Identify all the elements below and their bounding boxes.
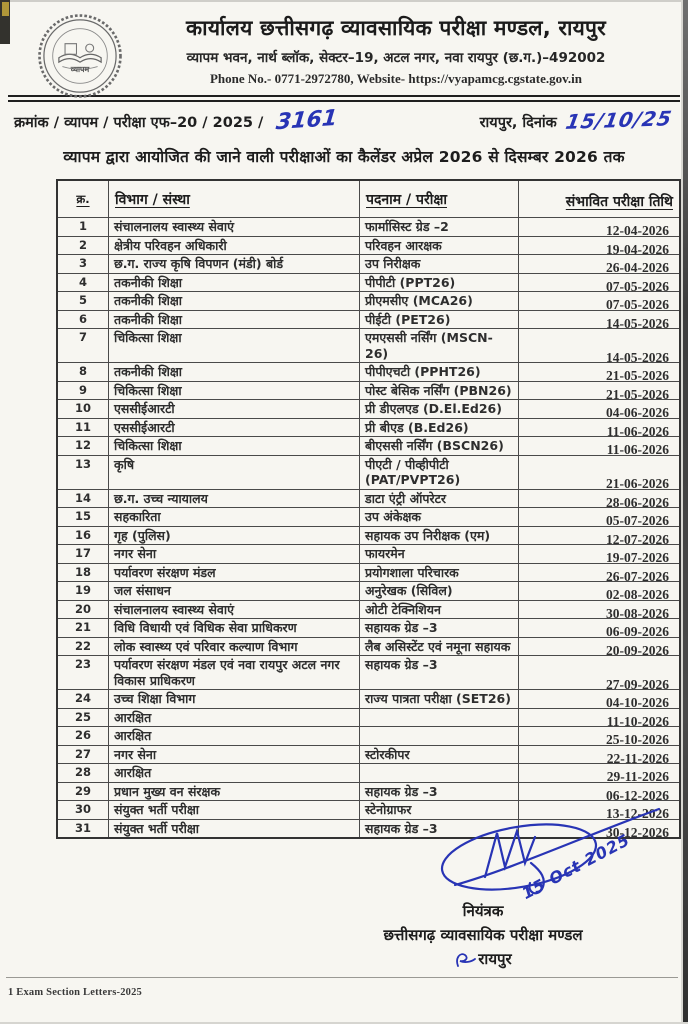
cell-date bbox=[519, 727, 681, 746]
cell-post: प्रीएमसीए (MCA26) bbox=[360, 292, 519, 311]
table-row bbox=[57, 418, 680, 437]
header-row bbox=[57, 180, 680, 218]
exam-date-value: 06-12-2026 bbox=[606, 787, 669, 803]
exam-date-value: 20-09-2026 bbox=[606, 642, 669, 658]
exam-date-value: 06-09-2026 bbox=[606, 624, 669, 639]
exam-date-value: 12-07-2026 bbox=[606, 531, 669, 547]
cell-serial: 14 bbox=[57, 489, 109, 508]
cell-date bbox=[519, 563, 681, 582]
cell-serial: 3 bbox=[57, 255, 109, 274]
cell-serial: 27 bbox=[57, 745, 109, 764]
cell-department: चिकित्सा शिक्षा bbox=[109, 381, 360, 400]
exam-date-value: 04-10-2026 bbox=[606, 695, 669, 710]
cell-post: उप अंकेक्षक bbox=[360, 508, 519, 527]
table-row bbox=[57, 708, 680, 727]
table-row bbox=[57, 764, 680, 783]
cell-date bbox=[519, 363, 681, 382]
cell-post: डाटा एंट्री ऑपरेटर bbox=[360, 489, 519, 508]
cell-date bbox=[519, 400, 681, 419]
cell-date bbox=[519, 310, 681, 329]
table-row bbox=[57, 329, 680, 363]
cell-department: तकनीकी शिक्षा bbox=[109, 273, 360, 292]
cell-department: आरक्षित bbox=[109, 727, 360, 746]
cell-date bbox=[519, 489, 681, 508]
cell-serial: 2 bbox=[57, 236, 109, 255]
cell-department: चिकित्सा शिक्षा bbox=[109, 437, 360, 456]
table-row bbox=[57, 745, 680, 764]
table-row bbox=[57, 363, 680, 382]
table-row bbox=[57, 455, 680, 489]
exam-date-value: 19-07-2026 bbox=[606, 550, 669, 565]
table-row bbox=[57, 619, 680, 638]
cell-date bbox=[519, 690, 681, 709]
org-phone-website: Phone No.- 0771-2972780, Website- https://vyapamcg.cgstate.gov.in bbox=[209, 71, 583, 86]
cell-date bbox=[519, 545, 681, 564]
letterhead bbox=[0, 0, 688, 102]
exam-date-value: 12-04-2026 bbox=[606, 223, 669, 238]
cell-post: राज्य पात्रता परीक्षा (SET26) bbox=[360, 690, 519, 709]
cell-serial: 15 bbox=[57, 508, 109, 527]
exam-date-value: 13-12-2026 bbox=[606, 806, 669, 821]
place-date-label: रायपुर, दिनांक bbox=[479, 115, 557, 131]
cell-serial: 13 bbox=[57, 455, 109, 489]
cell-post: पोस्ट बेसिक नर्सिंग (PBN26) bbox=[360, 381, 519, 400]
cell-serial: 7 bbox=[57, 329, 109, 363]
cell-department: तकनीकी शिक्षा bbox=[109, 292, 360, 311]
cell-serial: 25 bbox=[57, 708, 109, 727]
exam-date-value: 19-04-2026 bbox=[606, 241, 669, 257]
cell-post: पीईटी (PET26) bbox=[360, 310, 519, 329]
cell-date bbox=[519, 764, 681, 783]
cell-post: फार्मासिस्ट ग्रेड –2 bbox=[360, 218, 519, 237]
cell-department: संयुक्त भर्ती परीक्षा bbox=[109, 819, 360, 838]
cell-serial: 12 bbox=[57, 437, 109, 456]
table-row bbox=[57, 437, 680, 456]
cell-date bbox=[519, 236, 681, 255]
exam-date-value: 29-11-2026 bbox=[606, 769, 669, 784]
table-row bbox=[57, 255, 680, 274]
cell-department: क्षेत्रीय परिवहन अधिकारी bbox=[109, 236, 360, 255]
place-and-date bbox=[479, 106, 675, 134]
cell-post bbox=[360, 727, 519, 746]
exam-date-value: 25-10-2026 bbox=[606, 732, 669, 747]
cell-serial: 30 bbox=[57, 801, 109, 820]
header-post-exam: पदनाम / परीक्षा bbox=[360, 180, 519, 218]
exam-date-value: 21-06-2026 bbox=[606, 476, 669, 491]
cell-post: सहायक ग्रेड –3 bbox=[360, 782, 519, 801]
table-row bbox=[57, 526, 680, 545]
exam-date-value: 28-06-2026 bbox=[606, 494, 669, 510]
table-row bbox=[57, 656, 680, 690]
cell-serial: 29 bbox=[57, 782, 109, 801]
footer-note: 1 Exam Section Letters-2025 bbox=[8, 987, 142, 998]
cell-post bbox=[360, 708, 519, 727]
table-row bbox=[57, 782, 680, 801]
cell-serial: 10 bbox=[57, 400, 109, 419]
table-row bbox=[57, 310, 680, 329]
cell-serial: 22 bbox=[57, 637, 109, 656]
cell-date bbox=[519, 218, 681, 237]
cell-serial: 31 bbox=[57, 819, 109, 838]
cell-serial: 21 bbox=[57, 619, 109, 638]
cell-department: विधि विधायी एवं विधिक सेवा प्राधिकरण bbox=[109, 619, 360, 638]
cell-date bbox=[519, 437, 681, 456]
cell-date bbox=[519, 273, 681, 292]
exam-date-value: 11-10-2026 bbox=[606, 713, 669, 729]
cell-serial: 20 bbox=[57, 600, 109, 619]
cell-serial: 19 bbox=[57, 582, 109, 601]
cell-department: आरक्षित bbox=[109, 708, 360, 727]
cell-post: फायरमेन bbox=[360, 545, 519, 564]
org-address: व्यापम भवन, नार्थ ब्लॉक, सेक्टर–19, अटल नगर, नवा रायपुर (छ.ग.)–492002 bbox=[186, 50, 606, 66]
cell-department: नगर सेना bbox=[109, 545, 360, 564]
exam-date-value: 07-05-2026 bbox=[606, 278, 669, 294]
cell-post: स्टोरकीपर bbox=[360, 745, 519, 764]
cell-serial: 11 bbox=[57, 418, 109, 437]
exam-date-value: 27-09-2026 bbox=[606, 676, 669, 692]
exam-date-value: 05-07-2026 bbox=[606, 513, 669, 528]
cell-serial: 6 bbox=[57, 310, 109, 329]
cell-post: सहायक उप निरीक्षक (एम) bbox=[360, 526, 519, 545]
table-row bbox=[57, 637, 680, 656]
cell-serial: 24 bbox=[57, 690, 109, 709]
cell-post: सहायक ग्रेड –3 bbox=[360, 619, 519, 638]
cell-department: एससीईआरटी bbox=[109, 418, 360, 437]
signatory-block bbox=[318, 901, 648, 969]
table-row bbox=[57, 292, 680, 311]
cell-department: तकनीकी शिक्षा bbox=[109, 363, 360, 382]
cell-date bbox=[519, 582, 681, 601]
table-row bbox=[57, 273, 680, 292]
cell-post: पीपीएचटी (PPHT26) bbox=[360, 363, 519, 382]
table-row bbox=[57, 690, 680, 709]
signatory-organization: छत्तीसगढ़ व्यावसायिक परीक्षा मण्डल bbox=[383, 926, 583, 944]
exam-table-body bbox=[57, 218, 680, 839]
table-row bbox=[57, 727, 680, 746]
cell-department: आरक्षित bbox=[109, 764, 360, 783]
initial-mark-icon bbox=[454, 950, 476, 968]
cell-post: प्री डीएलएड (D.El.Ed26) bbox=[360, 400, 519, 419]
header-serial: क्र. bbox=[57, 180, 109, 218]
cell-post: लैब असिस्टेंट एवं नमूना सहायक bbox=[360, 637, 519, 656]
vyapam-seal-icon bbox=[36, 12, 124, 100]
cell-serial: 26 bbox=[57, 727, 109, 746]
table-row bbox=[57, 600, 680, 619]
cell-department: पर्यावरण संरक्षण मंडल bbox=[109, 563, 360, 582]
cell-date bbox=[519, 619, 681, 638]
exam-date-value: 14-05-2026 bbox=[606, 315, 669, 331]
cell-date bbox=[519, 329, 681, 363]
seal-label: व्यापम bbox=[70, 64, 90, 74]
cell-post: पीपीटी (PPT26) bbox=[360, 273, 519, 292]
cell-post: बीएससी नर्सिंग (BSCN26) bbox=[360, 437, 519, 456]
cell-serial: 16 bbox=[57, 526, 109, 545]
document-title: व्यापम द्वारा आयोजित की जाने वाली परीक्षाओं का कैलेंडर अप्रेल 2026 से दिसम्बर 2026 तक bbox=[63, 148, 625, 166]
cell-department: एससीईआरटी bbox=[109, 400, 360, 419]
exam-date-value: 26-04-2026 bbox=[606, 260, 669, 275]
exam-date-value: 30-08-2026 bbox=[606, 605, 669, 621]
cell-post: पीएटी / पीव्हीपीटी (PAT/PVPT26) bbox=[360, 455, 519, 489]
cell-post: प्रयोगशाला परिचारक bbox=[360, 563, 519, 582]
cell-serial: 1 bbox=[57, 218, 109, 237]
reference-line bbox=[0, 102, 688, 136]
table-row bbox=[57, 582, 680, 601]
cell-serial: 23 bbox=[57, 656, 109, 690]
cell-date bbox=[519, 708, 681, 727]
header-department: विभाग / संस्था bbox=[109, 180, 360, 218]
cell-department: तकनीकी शिक्षा bbox=[109, 310, 360, 329]
table-row bbox=[57, 400, 680, 419]
footer-divider bbox=[6, 977, 678, 978]
cell-post: अनुरेखक (सिविल) bbox=[360, 582, 519, 601]
cell-department: नगर सेना bbox=[109, 745, 360, 764]
cell-post: प्री बीएड (B.Ed26) bbox=[360, 418, 519, 437]
signatory-place bbox=[318, 949, 648, 969]
cell-department: उच्च शिक्षा विभाग bbox=[109, 690, 360, 709]
cell-post: उप निरीक्षक bbox=[360, 255, 519, 274]
date-handwritten: 15/10/25 bbox=[563, 106, 675, 134]
cell-department: छ.ग. उच्च न्यायालय bbox=[109, 489, 360, 508]
cell-serial: 9 bbox=[57, 381, 109, 400]
cell-serial: 5 bbox=[57, 292, 109, 311]
table-row bbox=[57, 236, 680, 255]
exam-date-value: 30-12-2026 bbox=[606, 824, 669, 840]
exam-date-value: 11-06-2026 bbox=[606, 423, 669, 439]
letterhead-text bbox=[132, 14, 660, 87]
cell-date bbox=[519, 455, 681, 489]
cell-department: चिकित्सा शिक्षा bbox=[109, 329, 360, 363]
cell-date bbox=[519, 782, 681, 801]
table-row bbox=[57, 545, 680, 564]
cell-department: प्रधान मुख्य वन संरक्षक bbox=[109, 782, 360, 801]
table-row bbox=[57, 508, 680, 527]
cell-department: कृषि bbox=[109, 455, 360, 489]
cell-date bbox=[519, 656, 681, 690]
cell-department: संचालनालय स्वास्थ्य सेवाएं bbox=[109, 600, 360, 619]
table-row bbox=[57, 489, 680, 508]
table-row bbox=[57, 218, 680, 237]
cell-department: सहकारिता bbox=[109, 508, 360, 527]
exam-date-value: 14-05-2026 bbox=[606, 349, 669, 365]
cell-date bbox=[519, 292, 681, 311]
exam-date-value: 02-08-2026 bbox=[606, 587, 669, 602]
cell-department: छ.ग. राज्य कृषि विपणन (मंडी) बोर्ड bbox=[109, 255, 360, 274]
exam-table-head bbox=[57, 180, 680, 218]
org-name: कार्यालय छत्तीसगढ़ व्यावसायिक परीक्षा मण्डल, रायपुर bbox=[186, 16, 606, 40]
cell-department: गृह (पुलिस) bbox=[109, 526, 360, 545]
reference-number-handwritten: 3161 bbox=[275, 105, 339, 136]
cell-serial: 28 bbox=[57, 764, 109, 783]
cell-post: सहायक ग्रेड –3 bbox=[360, 656, 519, 690]
cell-serial: 4 bbox=[57, 273, 109, 292]
cell-serial: 17 bbox=[57, 545, 109, 564]
cell-post: सहायक ग्रेड –3 bbox=[360, 819, 519, 838]
cell-department: जल संसाधन bbox=[109, 582, 360, 601]
signatory-place-label: रायपुर bbox=[478, 950, 512, 968]
cell-post: एमएससी नर्सिंग (MSCN-26) bbox=[360, 329, 519, 363]
cell-serial: 8 bbox=[57, 363, 109, 382]
exam-date-value: 11-06-2026 bbox=[606, 442, 669, 457]
exam-date-value: 21-05-2026 bbox=[606, 386, 669, 402]
signature-date-handwritten: 15 Oct 2025 bbox=[518, 830, 634, 903]
cell-date bbox=[519, 418, 681, 437]
cell-department: संयुक्त भर्ती परीक्षा bbox=[109, 801, 360, 820]
cell-date bbox=[519, 381, 681, 400]
header-exam-date: संभावित परीक्षा तिथि bbox=[519, 180, 681, 218]
cell-date bbox=[519, 255, 681, 274]
exam-date-value: 21-05-2026 bbox=[606, 368, 669, 383]
cell-date bbox=[519, 508, 681, 527]
exam-calendar-table bbox=[56, 179, 681, 839]
cell-department: पर्यावरण संरक्षण मंडल एवं नवा रायपुर अटल नगर विकास प्राधिकरण bbox=[109, 656, 360, 690]
reference-number-label: क्रमांक / व्यापम / परीक्षा एफ–20 / 2025 / bbox=[14, 115, 264, 131]
cell-date bbox=[519, 637, 681, 656]
exam-date-value: 22-11-2026 bbox=[606, 750, 669, 766]
cell-post: स्टेनोग्राफर bbox=[360, 801, 519, 820]
exam-date-value: 26-07-2026 bbox=[606, 568, 669, 584]
exam-date-value: 04-06-2026 bbox=[606, 405, 669, 420]
exam-date-value: 07-05-2026 bbox=[606, 297, 669, 312]
table-row bbox=[57, 381, 680, 400]
cell-date bbox=[519, 745, 681, 764]
cell-date bbox=[519, 526, 681, 545]
signatory-designation: नियंत्रक bbox=[462, 902, 504, 920]
cell-post: परिवहन आरक्षक bbox=[360, 236, 519, 255]
cell-department: लोक स्वास्थ्य एवं परिवार कल्याण विभाग bbox=[109, 637, 360, 656]
cell-post bbox=[360, 764, 519, 783]
cell-serial: 18 bbox=[57, 563, 109, 582]
cell-post: ओटी टेक्निशियन bbox=[360, 600, 519, 619]
reference-number bbox=[14, 105, 339, 136]
cell-department: संचालनालय स्वास्थ्य सेवाएं bbox=[109, 218, 360, 237]
cell-date bbox=[519, 600, 681, 619]
table-row bbox=[57, 563, 680, 582]
